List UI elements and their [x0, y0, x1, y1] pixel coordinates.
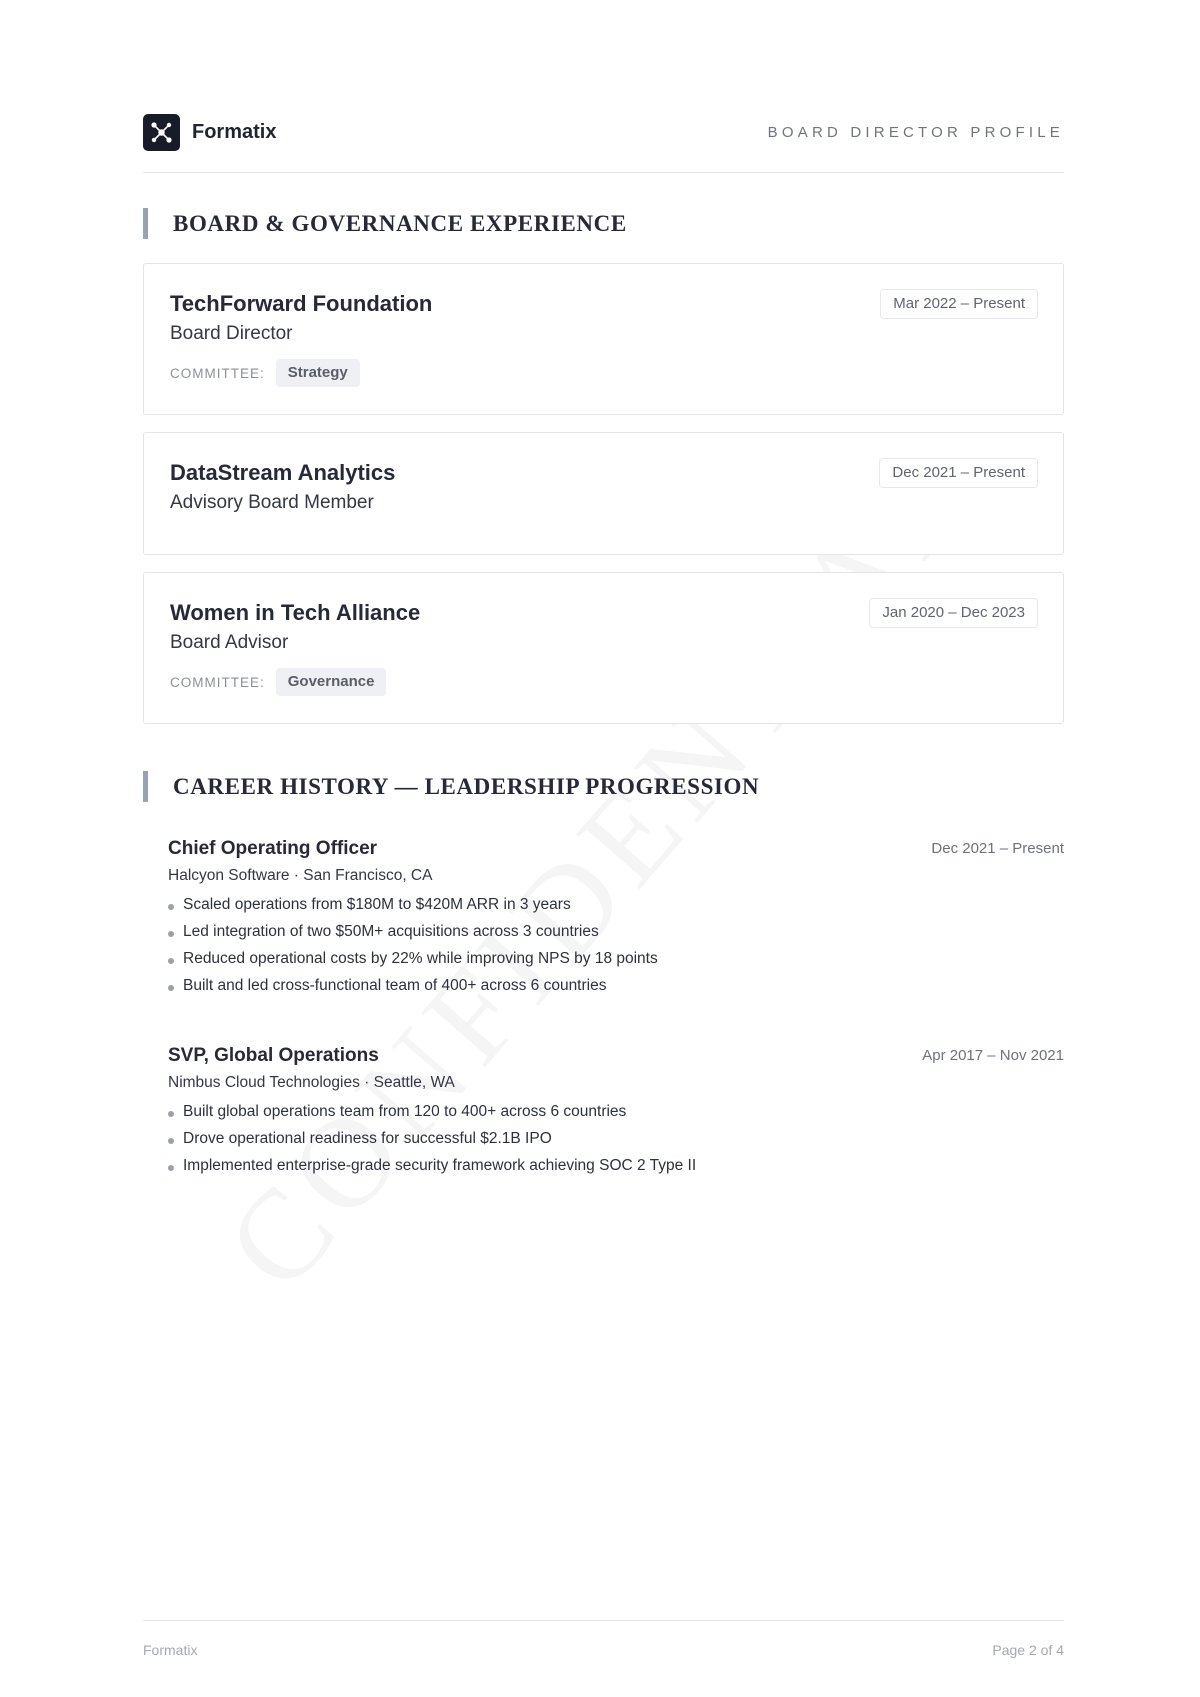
achievement-item: Built global operations team from 120 to 400+ across 6 countries — [168, 1098, 696, 1125]
achievement-item: Drove operational readiness for successful $2.1B IPO — [168, 1125, 696, 1152]
job-company: Nimbus Cloud Technologies · Seattle, WA — [168, 1074, 455, 1091]
document-type: BOARD DIRECTOR PROFILE — [767, 124, 1064, 141]
job-title: Chief Operating Officer — [168, 838, 378, 859]
board-role: Board Advisor — [170, 632, 289, 653]
achievement-list — [168, 1098, 696, 1179]
job-title: SVP, Global Operations — [168, 1045, 379, 1066]
achievement-list — [168, 891, 658, 999]
section-title-board: BOARD & GOVERNANCE EXPERIENCE — [143, 208, 627, 239]
section-title-career: CAREER HISTORY — LEADERSHIP PROGRESSION — [143, 771, 759, 802]
page-number: Page 2 of 4 — [992, 1642, 1064, 1658]
achievement-item: Implemented enterprise-grade security framework achieving SOC 2 Type II — [168, 1152, 696, 1179]
achievement-item: Led integration of two $50M+ acquisitions across 3 countries — [168, 918, 658, 945]
committee-row — [170, 359, 360, 387]
committee-label: COMMITTEE: — [170, 674, 265, 690]
brand-name: Formatix — [192, 121, 277, 143]
organization-name: TechForward Foundation — [170, 291, 433, 316]
committee-tag: Governance — [276, 668, 387, 696]
board-card — [143, 432, 1064, 555]
achievement-item: Reduced operational costs by 22% while improving NPS by 18 points — [168, 945, 658, 972]
achievement-item: Built and led cross-functional team of 400+ across 6 countries — [168, 972, 658, 999]
committee-row — [170, 668, 386, 696]
date-badge: Dec 2021 – Present — [879, 458, 1038, 488]
job-entry — [168, 838, 1064, 1008]
date-badge: Mar 2022 – Present — [880, 289, 1038, 319]
board-card — [143, 263, 1064, 415]
date-badge: Jan 2020 – Dec 2023 — [869, 598, 1038, 628]
board-card — [143, 572, 1064, 724]
footer-brand: Formatix — [143, 1642, 198, 1658]
page-footer — [143, 1620, 1064, 1661]
organization-name: Women in Tech Alliance — [170, 600, 421, 625]
board-role: Advisory Board Member — [170, 492, 374, 513]
committee-tag: Strategy — [276, 359, 360, 387]
network-nodes-icon — [143, 114, 180, 151]
page-header — [143, 114, 1064, 173]
achievement-item: Scaled operations from $180M to $420M ARR in 3 years — [168, 891, 658, 918]
committee-label: COMMITTEE: — [170, 365, 265, 381]
job-entry — [168, 1045, 1064, 1185]
job-dates: Dec 2021 – Present — [931, 840, 1064, 857]
job-company: Halcyon Software · San Francisco, CA — [168, 867, 433, 884]
board-role: Board Director — [170, 323, 293, 344]
organization-name: DataStream Analytics — [170, 460, 396, 485]
job-dates: Apr 2017 – Nov 2021 — [922, 1047, 1064, 1064]
